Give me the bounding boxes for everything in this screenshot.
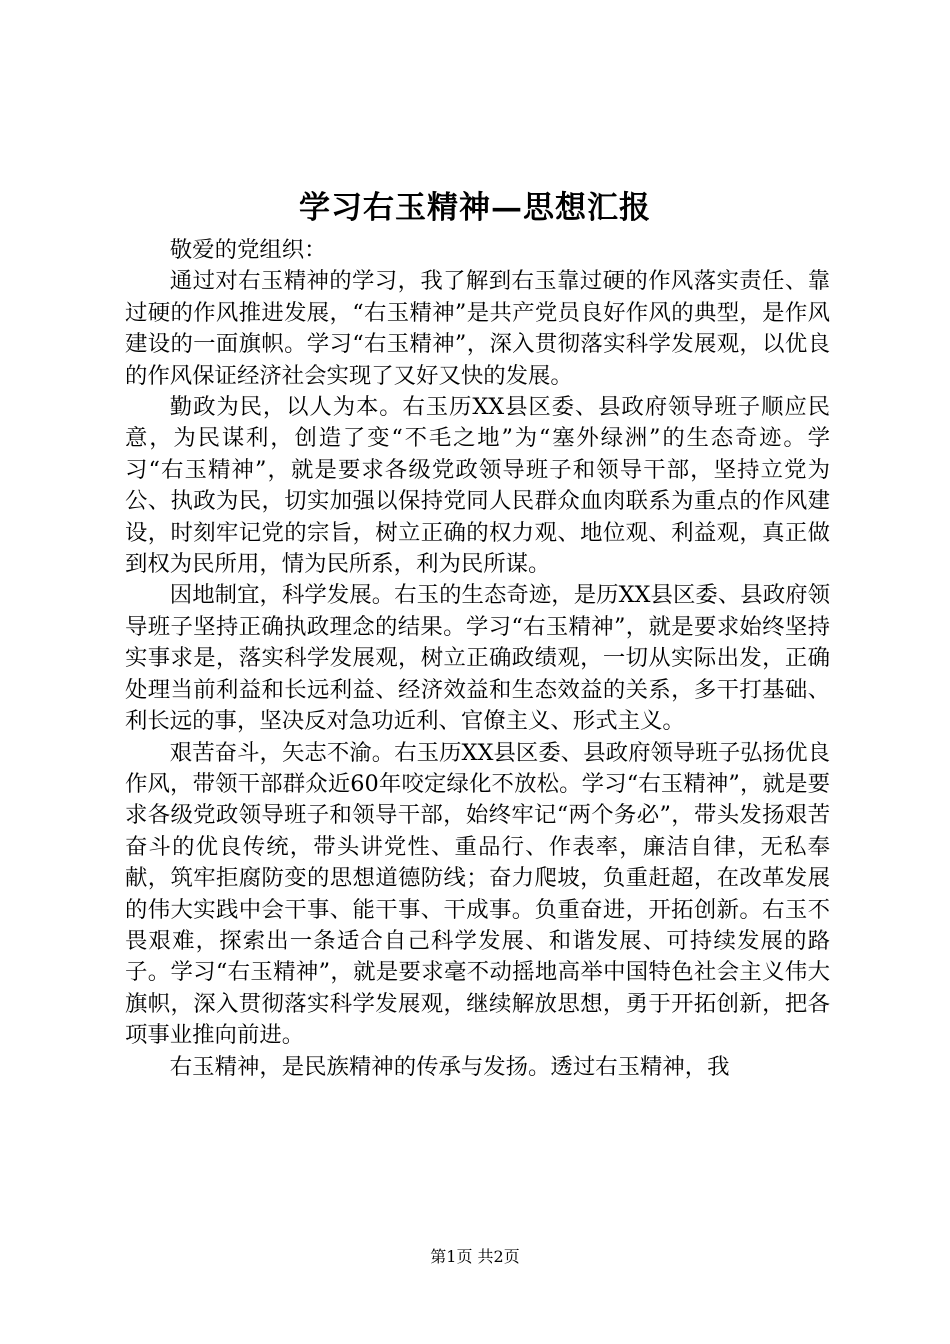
paragraph-3: 因地制宜，科学发展。右玉的生态奇迹，是历XX县区委、县政府领导班子坚持正确执政理念的结果。学习“右玉精神”，就是要求始终坚持实事求是，落实科学发展观，树立正确政绩观，一切从实际出发，正确处理当前利益和长远利益、经济效益和生态效益的关系，多干打基础、利长远的事，坚决反对急功近利、官僚主义、形式主义。 — [125, 582, 830, 735]
document-body — [125, 235, 830, 1083]
paragraph-2: 勤政为民，以人为本。右玉历XX县区委、县政府领导班子顺应民意，为民谋利，创造了变“不毛之地”为“塞外绿洲”的生态奇迹。学习“右玉精神”，就是要求各级党政领导班子和领导干部，坚持立党为公、执政为民，切实加强以保持党同人民群众血肉联系为重点的作风建设，时刻牢记党的宗旨，树立正确的权力观、地位观、利益观，真正做到权为民所用，情为民所系，利为民所谋。 — [125, 394, 830, 578]
paragraph-5: 右玉精神，是民族精神的传承与发扬。透过右玉精神，我 — [169, 1053, 730, 1080]
paragraph-4: 艰苦奋斗，矢志不渝。右玉历XX县区委、县政府领导班子弘扬优良作风，带领干部群众近60年咬定绿化不放松。学习“右玉精神”，就是要求各级党政领导班子和领导干部，始终牢记“两个务必”，带头发扬艰苦奋斗的优良传统，带头讲党性、重品行、作表率，廉洁自律，无私奉献，筑牢拒腐防变的思想道德防线；奋力爬坡，负重赶超，在改革发展的伟大实践中会干事、能干事、干成事。负重奋进，开拓创新。右玉不畏艰难，探索出一条适合自己科学发展、和谐发展、可持续发展的路子。学习“右玉精神”，就是要求毫不动摇地高举中国特色社会主义伟大旗帜，深入贯彻落实科学发展观，继续解放思想，勇于开拓创新，把各项事业推向前进。 — [125, 739, 830, 1049]
document-title: 学习右玉精神—思想汇报 — [299, 190, 651, 226]
salutation: 敬爱的党组织： — [169, 237, 327, 263]
page-footer: 第1页 共2页 — [430, 1247, 520, 1266]
paragraph-1: 通过对右玉精神的学习，我了解到右玉靠过硬的作风落实责任、靠过硬的作风推进发展，“右玉精神”是共产党员良好作风的典型，是作风建设的一面旗帜。学习“右玉精神”，深入贯彻落实科学发展观，以优良的作风保证经济社会实现了又好又快的发展。 — [125, 268, 830, 389]
